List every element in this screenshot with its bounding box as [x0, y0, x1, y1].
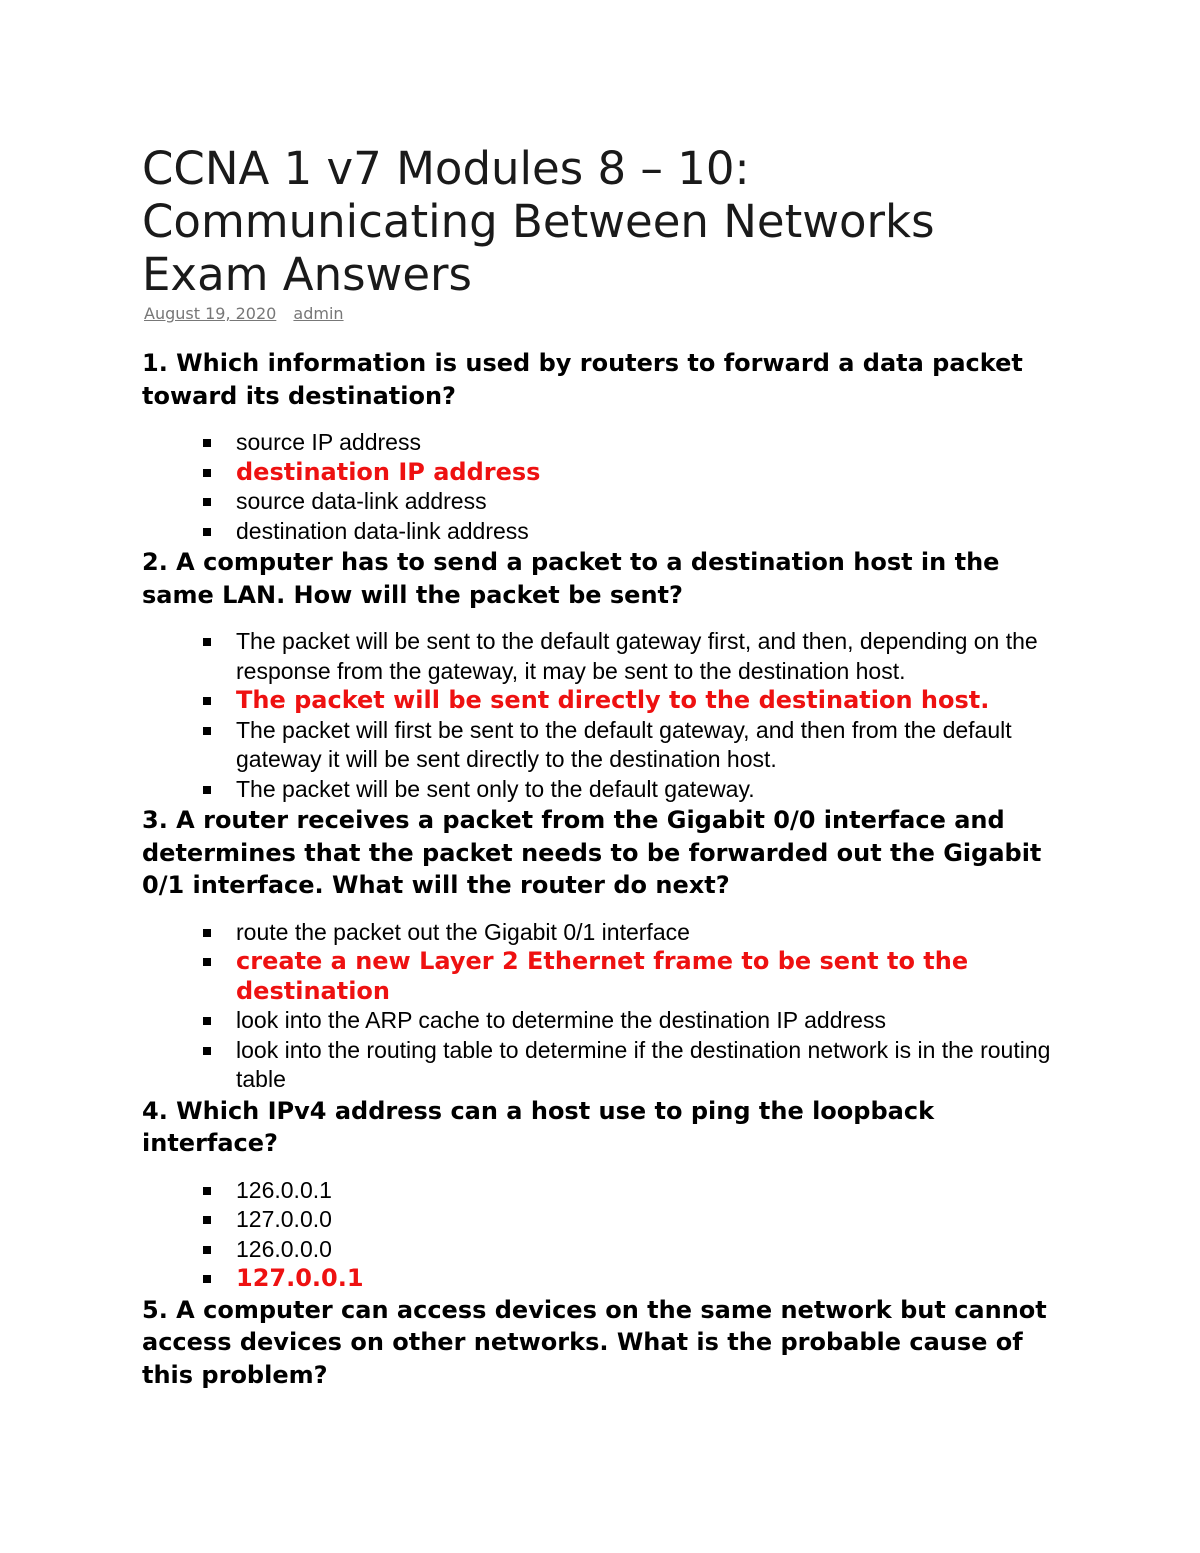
answer-option: [142, 1036, 1072, 1095]
title-line-1: CCNA 1 v7 Modules 8 – 10:: [142, 142, 750, 195]
correct-answer-text: The packet will be sent directly to the destination host.: [236, 686, 990, 714]
correct-answer-text: destination IP address: [236, 457, 541, 486]
square-bullet-icon: [203, 439, 211, 447]
question-1: 1. Which information is used by routers to forward a data packet toward its destination?: [142, 349, 1023, 410]
answer-text: 126.0.0.1: [236, 1176, 332, 1203]
correct-answer-option: [142, 1264, 1072, 1294]
answer-text: route the packet out the Gigabit 0/1 interface: [236, 918, 690, 945]
square-bullet-icon: [203, 1047, 211, 1055]
answer-option: [142, 517, 1072, 547]
question-3: 3. A router receives a packet from the Gigabit 0/0 interface and determines that the packet needs to be forwarded out the Gigabit 0/1 interface. What will the router do next?: [142, 806, 1042, 899]
correct-answer-option: [142, 947, 1072, 1006]
answer-option: [142, 716, 1072, 775]
square-bullet-icon: [203, 1216, 211, 1224]
square-bullet-icon: [203, 727, 211, 735]
question-2: 2. A computer has to send a packet to a destination host in the same LAN. How will the packet be sent?: [142, 548, 1000, 609]
answer-text: 126.0.0.0: [236, 1235, 332, 1262]
answer-option: [142, 428, 1072, 458]
answer-list-2: [142, 627, 1072, 804]
answer-option: [142, 627, 1072, 686]
answer-option: [142, 918, 1072, 948]
answer-text: look into the ARP cache to determine the destination IP address: [236, 1007, 886, 1033]
post-author-link[interactable]: admin: [293, 304, 344, 323]
answer-option: [142, 1235, 1072, 1265]
answer-option: [142, 1006, 1072, 1036]
answer-text: The packet will be sent to the default gateway first, and then, depending on the response from the gateway, it may be sent to the destination host.: [236, 628, 1038, 684]
square-bullet-icon: [203, 1275, 211, 1283]
title-line-3: Exam Answers: [142, 248, 472, 301]
square-bullet-icon: [203, 528, 211, 536]
square-bullet-icon: [203, 929, 211, 937]
square-bullet-icon: [203, 1246, 211, 1254]
question-5: 5. A computer can access devices on the same network but cannot access devices on other networks. What is the probable cause of this problem?: [142, 1295, 1047, 1389]
correct-answer-option: [142, 458, 1072, 488]
square-bullet-icon: [203, 1187, 211, 1195]
answer-option: [142, 487, 1072, 517]
square-bullet-icon: [203, 469, 211, 477]
square-bullet-icon: [203, 1017, 211, 1025]
answer-option: [142, 775, 1072, 805]
answer-text: The packet will first be sent to the default gateway, and then from the default gateway it will be sent directly to the destination host.: [236, 716, 1012, 772]
question-4: 4. Which IPv4 address can a host use to ping the loopback interface?: [142, 1096, 935, 1157]
square-bullet-icon: [203, 958, 211, 966]
answer-text: look into the routing table to determine if the destination network is in the routing table: [236, 1036, 1051, 1092]
post-meta: [142, 303, 1072, 325]
correct-answer-option: [142, 686, 1072, 716]
title-line-2: Communicating Between Networks: [142, 195, 935, 248]
correct-answer-text: create a new Layer 2 Ethernet frame to be sent to the destination: [236, 947, 969, 1005]
answer-list-3: [142, 918, 1072, 1095]
square-bullet-icon: [203, 786, 211, 794]
answer-option: [142, 1176, 1072, 1206]
answer-text: source data-link address: [236, 488, 487, 514]
answer-text: The packet will be sent only to the default gateway.: [236, 775, 755, 802]
square-bullet-icon: [203, 498, 211, 506]
document-page: [142, 142, 1072, 1391]
square-bullet-icon: [203, 697, 211, 705]
answer-text: source IP address: [236, 429, 421, 455]
answer-text: 127.0.0.0: [236, 1206, 332, 1232]
answer-text: destination data-link address: [236, 517, 529, 544]
post-date-link[interactable]: August 19, 2020: [144, 304, 277, 323]
answer-option: [142, 1205, 1072, 1235]
answer-list-4: [142, 1176, 1072, 1294]
answer-list-1: [142, 428, 1072, 546]
page-title: [142, 142, 1072, 301]
correct-answer-text: 127.0.0.1: [236, 1264, 364, 1292]
square-bullet-icon: [203, 638, 211, 646]
